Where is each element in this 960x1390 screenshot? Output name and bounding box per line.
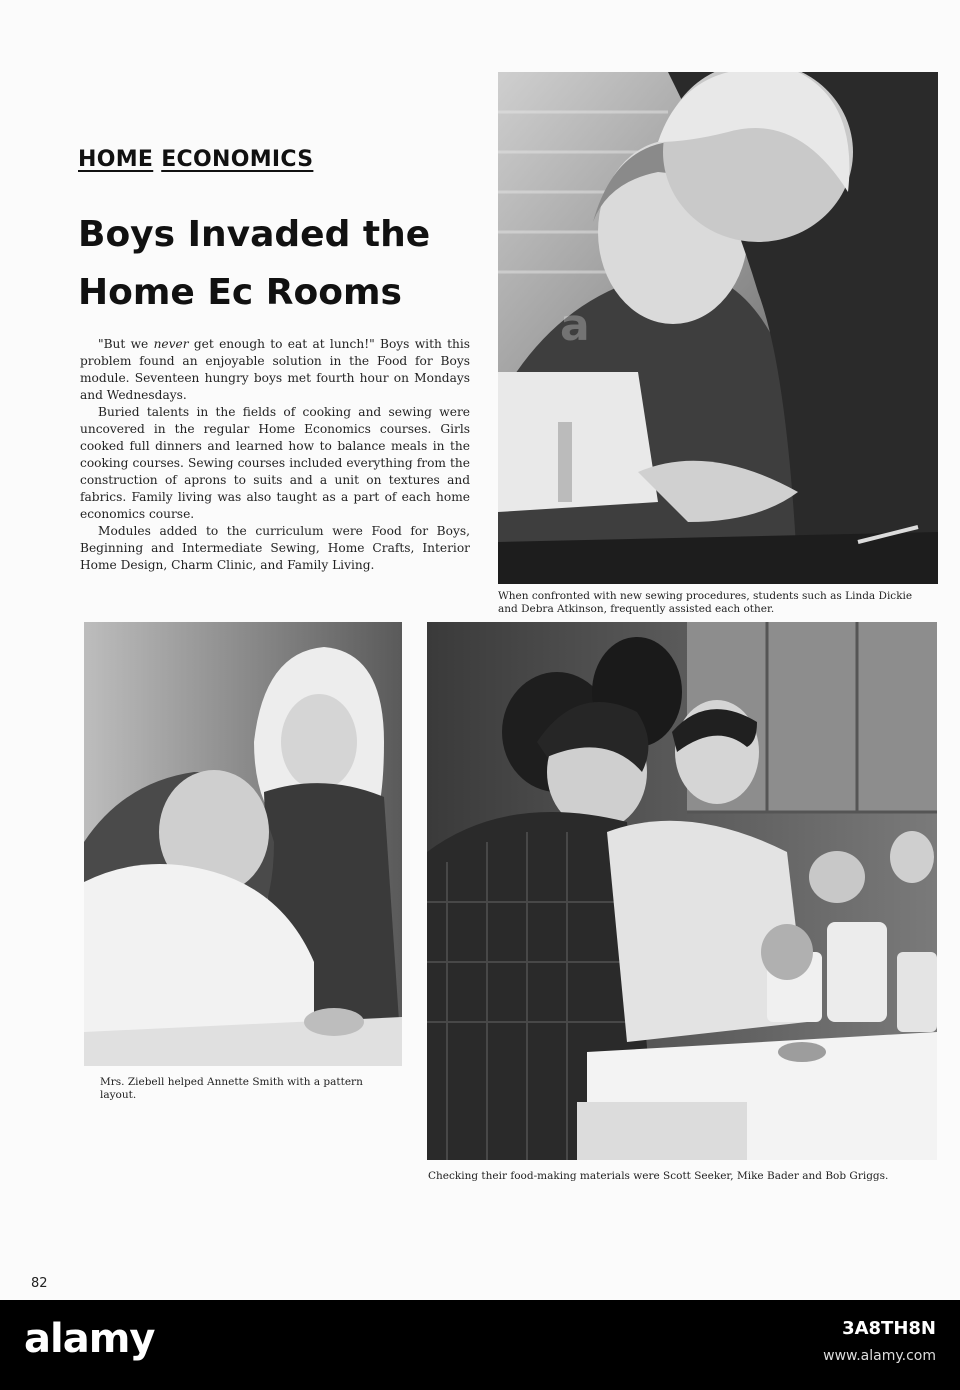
kitchen-photo-image <box>427 622 937 1160</box>
pattern-photo-caption: Mrs. Ziebell helped Annette Smith with a pattern layout. <box>100 1076 363 1101</box>
sewing-caption-line-2: and Debra Atkinson, frequently assisted each other. <box>498 603 775 615</box>
headline <box>78 206 478 322</box>
watermark: a <box>560 300 590 351</box>
image-id: 3A8TH8N <box>842 1318 936 1339</box>
article-paragraph-3: Modules added to the curriculum were Food for Boys, Beginning and Intermediate Sewing, Home Crafts, Interior Home Design, Charm Clinic, and Family Living. <box>80 524 470 572</box>
headline-line-1: Boys Invaded the <box>78 214 431 255</box>
page-number: 82 <box>31 1276 48 1291</box>
kitchen-photo-caption: Checking their food-making materials were Scott Seeker, Mike Bader and Bob Griggs. <box>428 1170 889 1182</box>
sewing-photo <box>498 72 938 584</box>
section-label <box>78 147 313 172</box>
article-text: "But we <box>98 337 154 351</box>
pattern-photo <box>84 622 402 1066</box>
article-paragraph-1 <box>80 336 470 404</box>
headline-line-2: Home Ec Rooms <box>78 272 402 313</box>
sewing-photo-caption <box>498 590 948 616</box>
article-emphasis: never <box>153 337 189 351</box>
sewing-caption-line-1: When confronted with new sewing procedures, students such as Linda Dickie <box>498 590 913 602</box>
alamy-logo: alamy <box>24 1316 155 1362</box>
section-label-word-1: HOME <box>78 147 154 172</box>
pattern-photo-image <box>84 622 402 1066</box>
kitchen-photo <box>427 622 937 1160</box>
article-body <box>80 336 470 574</box>
section-label-word-2: ECONOMICS <box>161 147 314 172</box>
sewing-photo-image <box>498 72 938 584</box>
article-text: get enough to eat at lunch!" Boys with this problem found an enjoyable solution in the Food for Boys module. Seventeen hungry boys met fourth hour on Mondays and Wednesdays. <box>80 337 471 402</box>
site-url: www.alamy.com <box>823 1348 936 1364</box>
footer-bar <box>0 1300 960 1390</box>
article-paragraph-2: Buried talents in the fields of cooking and sewing were uncovered in the regular Home Economics courses. Girls cooked full dinners and learned how to balance meals in the cooking courses. Sewing courses included everything from the construction of aprons to suits and a unit on textures and fabrics. Family living was also taught as a part of each home economics course. <box>80 405 470 521</box>
